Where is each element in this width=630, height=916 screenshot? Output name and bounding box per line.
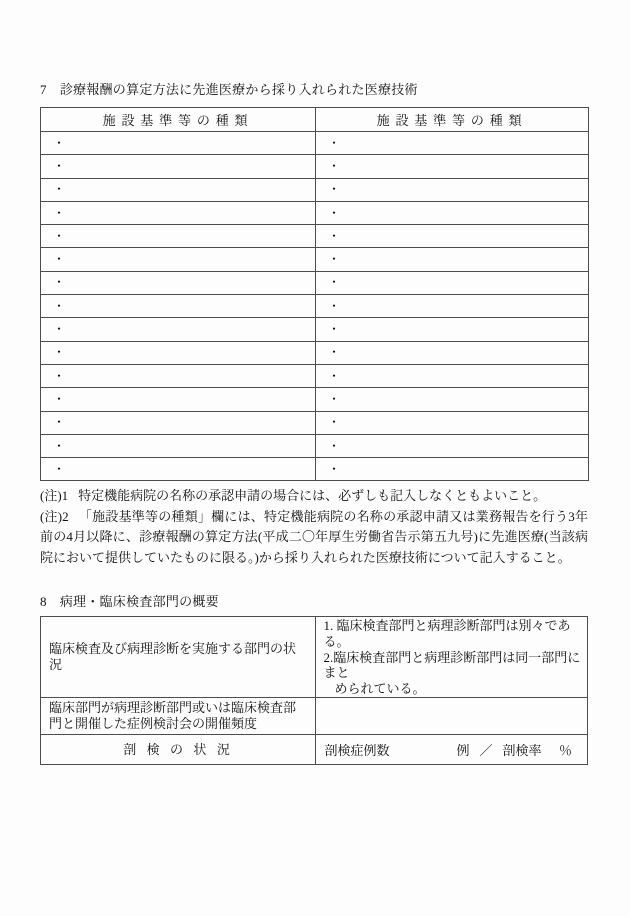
table-row: [41, 248, 589, 271]
option-1: 1. 臨床検査部門と病理診断部門は別々である。: [323, 618, 571, 650]
entry-cell: [316, 458, 589, 481]
facility-table-header-right: 施設基準等の種類: [316, 108, 589, 132]
entry-cell: [41, 295, 316, 318]
table-row: [41, 364, 589, 387]
table-row-autopsy: [41, 735, 588, 765]
entry-cell: [316, 295, 589, 318]
bullet: ・: [53, 158, 66, 173]
table-row-department-status: [41, 617, 588, 698]
department-status-options: [315, 617, 588, 698]
entry-cell: [316, 411, 589, 434]
bullet: ・: [328, 228, 341, 243]
entry-cell: [41, 434, 316, 457]
entry-cell: [316, 248, 589, 271]
entry-cell: [316, 201, 589, 224]
bullet: ・: [53, 252, 66, 267]
bullet: ・: [328, 438, 341, 453]
autopsy-separator: ／: [479, 743, 493, 759]
note-1-text: 特定機能病院の名称の承認申請の場合には、必ずしも記入しなくともよいこと。: [78, 488, 547, 504]
bullet: ・: [328, 135, 341, 150]
bullet: ・: [328, 391, 341, 406]
note-2-text: 「施設基準等の種類」欄には、特定機能病院の名称の承認申請又は業務報告を行う3年前の4月以降に、診療報酬の算定方法(平成二〇年厚生労働省告示第五九号)に先進医療(当該病院において提供していたものに限る。)から採り入れられた医療技術について記入すること。: [40, 508, 588, 565]
bullet: ・: [328, 182, 341, 197]
entry-cell: [316, 364, 589, 387]
bullet: ・: [53, 391, 66, 406]
case-conference-label: 臨床部門が病理診断部門或いは臨床検査部門と開催した症例検討会の開催頻度: [41, 698, 316, 735]
section8-title: [40, 591, 590, 610]
note-1: [40, 486, 588, 507]
bullet: ・: [328, 275, 341, 290]
section8-number: 8: [40, 594, 47, 610]
table-row: [41, 155, 589, 178]
entry-cell: [41, 248, 316, 271]
case-conference-value: [315, 698, 588, 735]
bullet: ・: [328, 252, 341, 267]
note-2: [40, 507, 588, 569]
autopsy-status-value: [315, 735, 588, 765]
bullet: ・: [53, 461, 66, 476]
table-row-case-conference: [41, 698, 588, 735]
entry-cell: [41, 388, 316, 411]
option-2-line2: められている。: [334, 680, 426, 696]
facility-table-header-row: [41, 108, 589, 132]
bullet: ・: [53, 205, 66, 220]
bullet: ・: [53, 228, 66, 243]
bullet: ・: [53, 415, 66, 430]
entry-cell: [316, 341, 589, 364]
section7-title: [40, 79, 590, 98]
bullet: ・: [53, 322, 66, 337]
table-row: [41, 341, 589, 364]
facility-standards-table: [40, 107, 589, 481]
bullet: ・: [53, 438, 66, 453]
table-row: [41, 178, 589, 201]
department-status-label: 臨床検査及び病理診断を実施する部門の状況: [41, 617, 316, 698]
bullet: ・: [328, 322, 341, 337]
entry-cell: [316, 271, 589, 294]
facility-table-body: [41, 132, 589, 481]
bullet: ・: [53, 345, 66, 360]
table-row: [41, 458, 589, 481]
table-row: [41, 388, 589, 411]
entry-cell: [316, 178, 589, 201]
table-row: [41, 201, 589, 224]
entry-cell: [41, 364, 316, 387]
entry-cell: [41, 201, 316, 224]
bullet: ・: [328, 415, 341, 430]
pathology-lab-table: [40, 616, 588, 765]
entry-cell: [316, 155, 589, 178]
notes: [40, 486, 588, 568]
facility-table-header-left: 施設基準等の種類: [41, 108, 316, 132]
entry-cell: [41, 271, 316, 294]
table-row: [41, 411, 589, 434]
entry-cell: [41, 318, 316, 341]
bullet: ・: [328, 345, 341, 360]
autopsy-cases-unit: 例: [456, 743, 470, 759]
table-row: [41, 271, 589, 294]
entry-cell: [41, 225, 316, 248]
entry-cell: [41, 411, 316, 434]
bullet: ・: [328, 461, 341, 476]
table-row: [41, 434, 589, 457]
entry-cell: [316, 132, 589, 155]
entry-cell: [41, 458, 316, 481]
table-row: [41, 225, 589, 248]
autopsy-cases-label: 剖検症例数: [324, 743, 390, 759]
table-row: [41, 295, 589, 318]
entry-cell: [41, 132, 316, 155]
bullet: ・: [53, 135, 66, 150]
autopsy-status-label: 剖検の状況: [41, 735, 316, 765]
bullet: ・: [328, 158, 341, 173]
bullet: ・: [328, 298, 341, 313]
entry-cell: [316, 434, 589, 457]
bullet: ・: [328, 205, 341, 220]
section8-title-text: 病理・臨床検査部門の概要: [59, 594, 219, 610]
table-row: [41, 318, 589, 341]
entry-cell: [41, 341, 316, 364]
autopsy-line: [317, 740, 587, 759]
note-1-label: (注)1: [40, 488, 69, 504]
bullet: ・: [53, 368, 66, 383]
bullet: ・: [328, 368, 341, 383]
section7-title-text: 診療報酬の算定方法に先進医療から採り入れられた医療技術: [59, 82, 418, 97]
entry-cell: [41, 155, 316, 178]
autopsy-rate-label: 剖検率: [502, 743, 542, 759]
section7-number: 7: [40, 82, 47, 97]
entry-cell: [316, 318, 589, 341]
entry-cell: [316, 388, 589, 411]
table-row: [41, 132, 589, 155]
option-2-line1: 2.臨床検査部門と病理診断部門は同一部門にまと: [323, 649, 581, 681]
entry-cell: [316, 225, 589, 248]
entry-cell: [41, 178, 316, 201]
note-2-label: (注)2: [40, 508, 69, 524]
bullet: ・: [53, 298, 66, 313]
autopsy-rate-unit: ％: [558, 743, 572, 759]
bullet: ・: [53, 182, 66, 197]
bullet: ・: [53, 275, 66, 290]
